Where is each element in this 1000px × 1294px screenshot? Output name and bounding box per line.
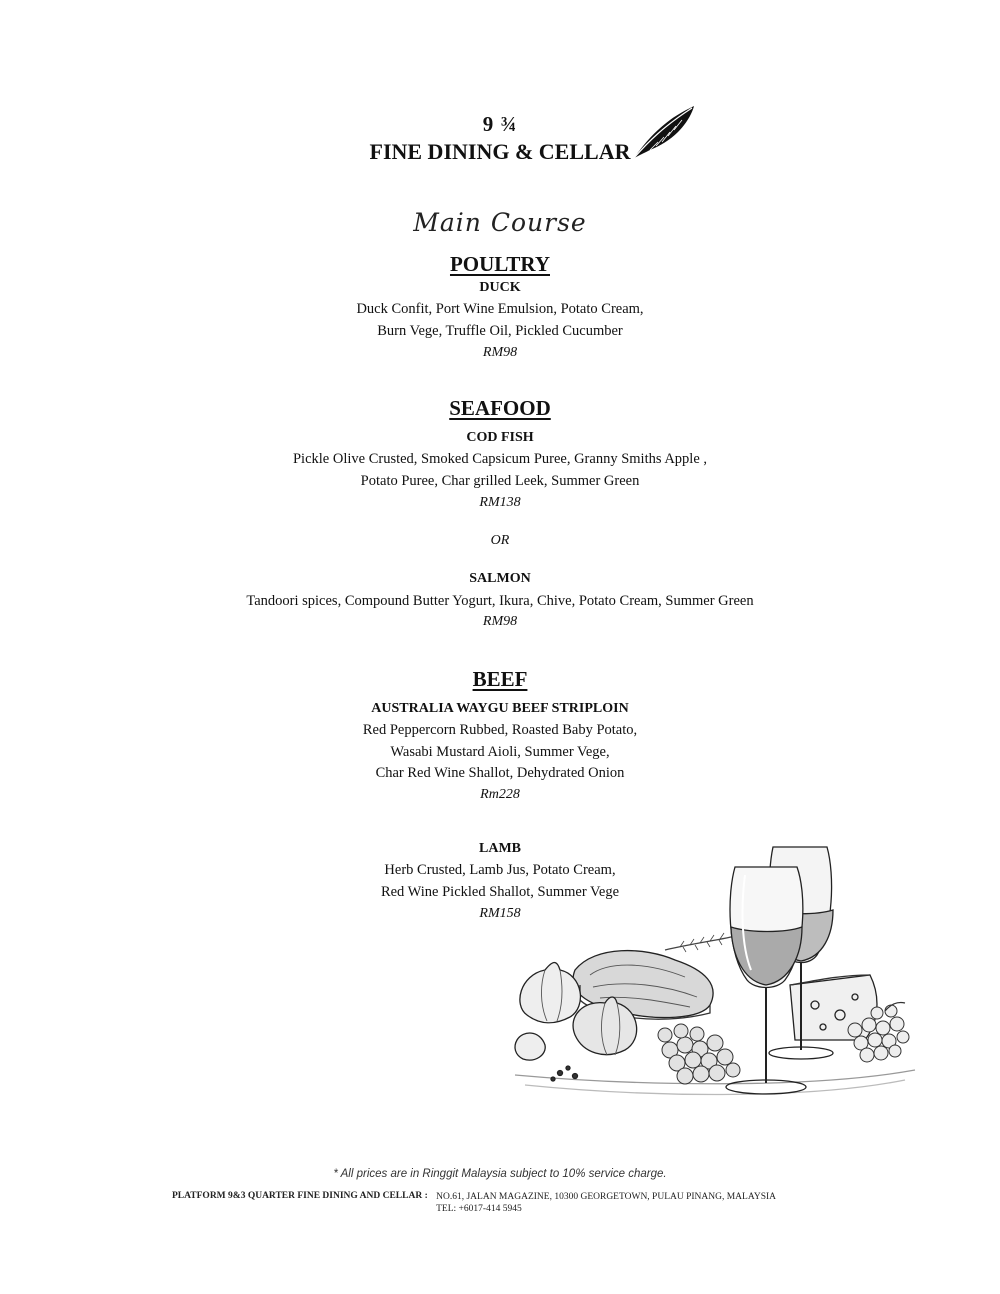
item-desc-waygu-3: Char Red Wine Shallot, Dehydrated Onion: [375, 765, 625, 781]
item-desc-waygu-2: Wasabi Mustard Aioli, Summer Vege,: [390, 744, 610, 760]
item-price-salmon: RM98: [482, 614, 518, 629]
item-name-duck: DUCK: [479, 280, 521, 295]
item-price-waygu: Rm228: [480, 787, 520, 802]
item-desc-waygu-1: Red Peppercorn Rubbed, Roasted Baby Potato,: [362, 722, 638, 738]
item-desc-cod-fish-2: Potato Puree, Char grilled Leek, Summer Green: [360, 473, 640, 489]
footer-address-line: NO.61, JALAN MAGAZINE, 10300 GEORGETOWN, PULAU PINANG, MALAYSIA: [436, 1192, 777, 1202]
item-desc-lamb-2: Red Wine Pickled Shallot, Summer Vege: [380, 884, 620, 900]
item-price-duck: RM98: [482, 345, 518, 360]
item-name-cod-fish: COD FISH: [466, 430, 534, 445]
item-desc-cod-fish-1: Pickle Olive Crusted, Smoked Capsicum Puree, Granny Smiths Apple ,: [292, 451, 707, 467]
quill-feather-icon: [630, 104, 696, 160]
section-heading-poultry: POULTRY: [449, 252, 550, 276]
footer-telephone: TEL: +6017-414 5945: [436, 1204, 522, 1214]
price-note: * All prices are in Ringgit Malaysia subject to 10% service charge.: [333, 1168, 667, 1180]
wine-food-illustration: [505, 835, 925, 1120]
item-desc-lamb-1: Herb Crusted, Lamb Jus, Potato Cream,: [384, 862, 616, 878]
footer-address: [436, 1191, 776, 1215]
section-heading-beef: BEEF: [472, 667, 528, 691]
menu-subtitle: Main Course: [413, 208, 587, 237]
restaurant-title-line2: FINE DINING & CELLAR: [369, 139, 631, 164]
item-name-salmon: SALMON: [469, 571, 531, 586]
item-desc-salmon-1: Tandoori spices, Compound Butter Yogurt, Ikura, Chive, Potato Cream, Summer Green: [246, 593, 754, 609]
item-desc-duck-2: Burn Vege, Truffle Oil, Pickled Cucumber: [377, 323, 623, 339]
footer-restaurant-label: PLATFORM 9&3 QUARTER FINE DINING AND CELLAR :: [172, 1191, 428, 1201]
section-heading-seafood: SEAFOOD: [449, 396, 551, 420]
restaurant-title-line1: 9 ¾: [482, 112, 518, 136]
footer-address-block: [172, 1191, 776, 1215]
item-price-cod-fish: RM138: [479, 495, 521, 510]
item-desc-duck-1: Duck Confit, Port Wine Emulsion, Potato Cream,: [356, 301, 644, 317]
item-price-lamb: RM158: [479, 906, 521, 921]
item-name-waygu-striploin: AUSTRALIA WAYGU BEEF STRIPLOIN: [371, 701, 629, 716]
item-name-lamb: LAMB: [479, 841, 521, 856]
or-separator: OR: [490, 533, 510, 548]
